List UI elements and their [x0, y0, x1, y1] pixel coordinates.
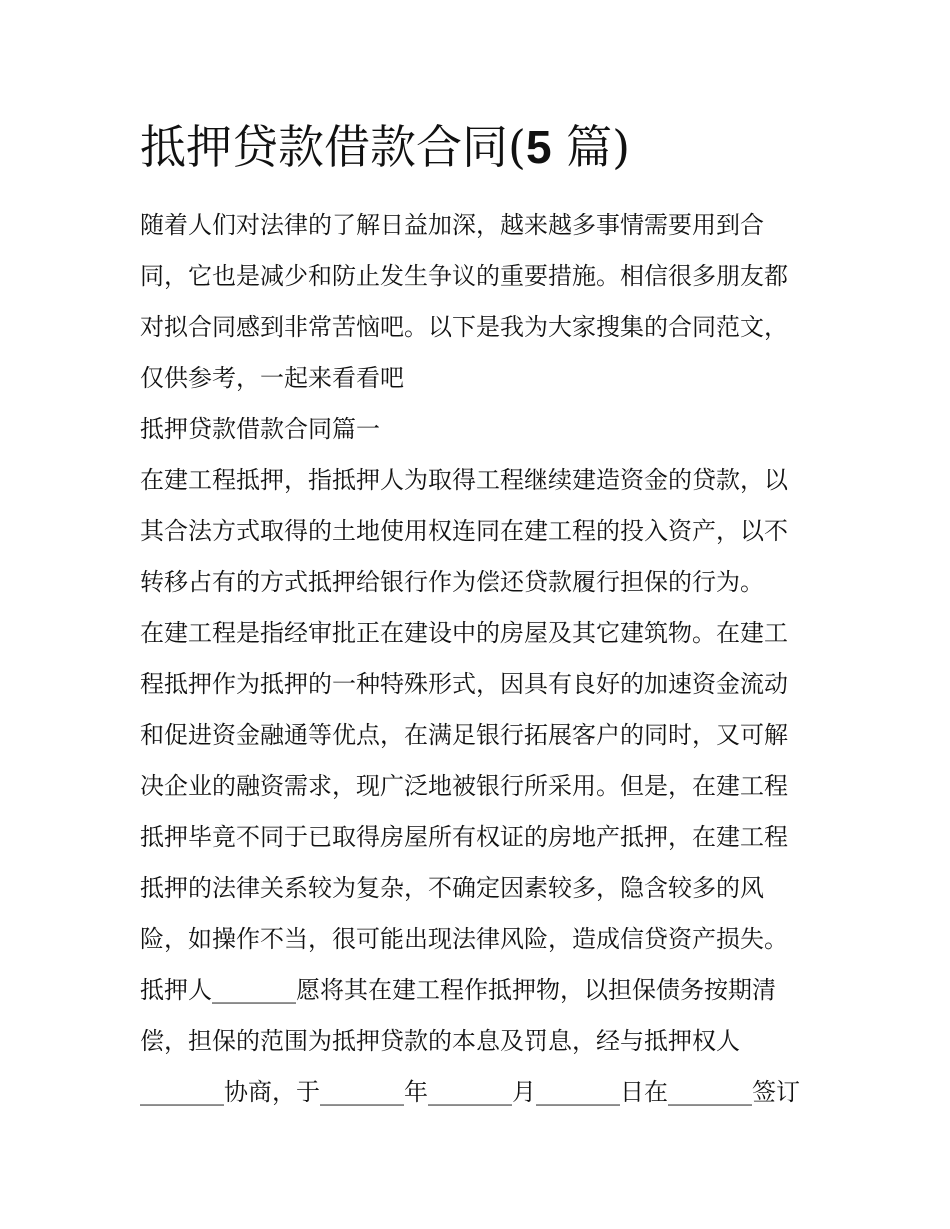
document-title [140, 116, 840, 178]
title-suffix: 篇) [551, 120, 631, 174]
paragraph-line: 对拟合同感到非常苦恼吧。以下是我为大家搜集的合同范文， [140, 313, 788, 341]
paragraph-line: 在建工程抵押，指抵押人为取得工程继续建造资金的贷款，以 [140, 466, 788, 494]
paragraph-line: 程抵押作为抵押的一种特殊形式，因具有良好的加速资金流动 [140, 670, 788, 698]
paragraph-line: 其合法方式取得的土地使用权连同在建工程的投入资产，以不 [140, 517, 788, 545]
paragraph-line: 仅供参考，一起来看看吧 [140, 364, 404, 392]
paragraph-line: 险，如操作不当，很可能出现法律风险，造成信贷资产损失。 [140, 925, 788, 953]
paragraph-line: 决企业的融资需求，现广泛地被银行所采用。但是，在建工程 [140, 772, 788, 800]
paragraph-line: _______协商，于_______年_______月_______日在_______签订 [140, 1078, 800, 1106]
paragraph-line: 抵押毕竟不同于已取得房屋所有权证的房地产抵押，在建工程 [140, 823, 788, 851]
paragraph-line: 转移占有的方式抵押给银行作为偿还贷款履行担保的行为。 [140, 568, 764, 596]
section-heading: 抵押贷款借款合同篇一 [140, 415, 380, 443]
paragraph-line: 抵押的法律关系较为复杂，不确定因素较多，隐含较多的风 [140, 874, 764, 902]
paragraph-line: 偿，担保的范围为抵押贷款的本息及罚息，经与抵押权人 [140, 1027, 740, 1055]
paragraph-line: 抵押人_______愿将其在建工程作抵押物，以担保债务按期清 [140, 976, 776, 1004]
document-body [140, 200, 820, 1118]
paragraph-line: 和促进资金融通等优点，在满足银行拓展客户的同时，又可解 [140, 721, 788, 749]
paragraph-line: 在建工程是指经审批正在建设中的房屋及其它建筑物。在建工 [140, 619, 788, 647]
paragraph-line: 随着人们对法律的了解日益加深，越来越多事情需要用到合 [140, 211, 764, 239]
title-number: 5 [525, 121, 552, 173]
paragraph-line: 同，它也是减少和防止发生争议的重要措施。相信很多朋友都 [140, 262, 788, 290]
title-prefix: 抵押贷款借款合同( [140, 120, 526, 174]
